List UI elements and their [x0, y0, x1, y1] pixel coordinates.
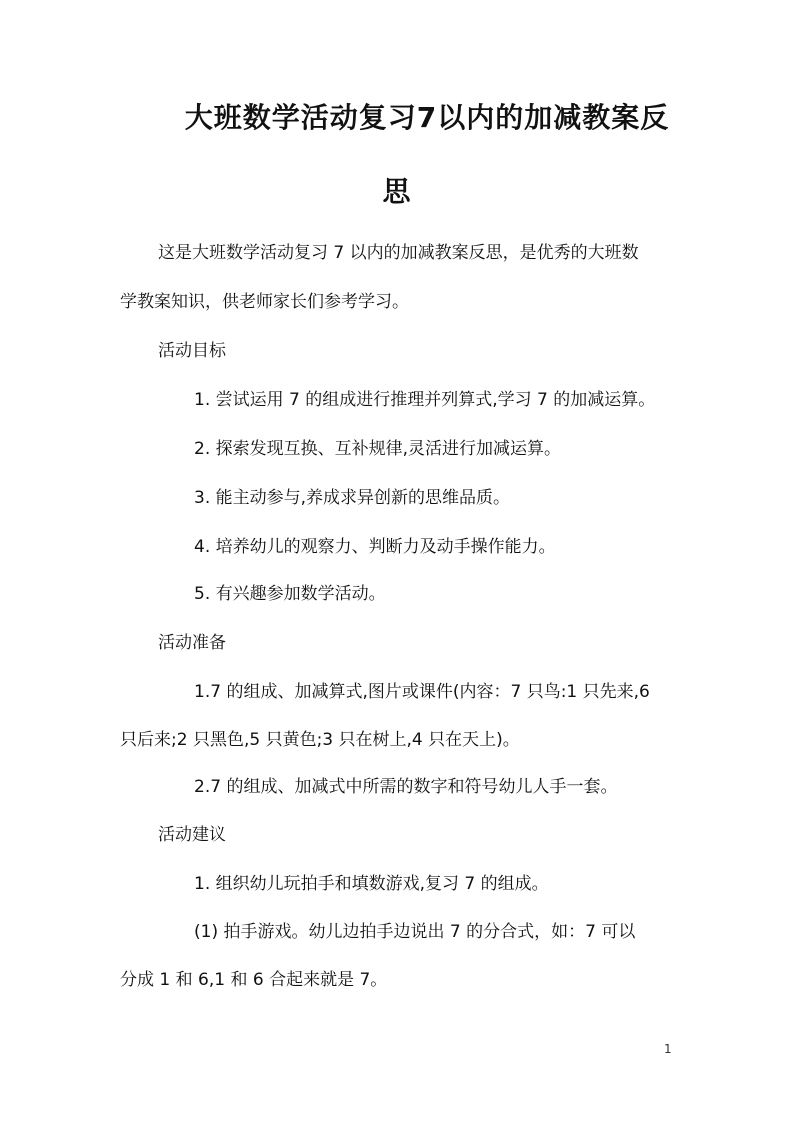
preparation-item-2: 2.7 的组成、加减式中所需的数字和符号幼儿人手一套。 [194, 777, 618, 797]
page-number: 1 [664, 1042, 672, 1056]
suggestion-subitem-1-line-1: (1) 拍手游戏。幼儿边拍手边说出 7 的分合式，如：7 可以 [194, 922, 636, 942]
goal-item-3: 3. 能主动参与,养成求异创新的思维品质。 [194, 488, 511, 508]
section-heading-preparation: 活动准备 [158, 633, 226, 653]
document-title-line-1: 大班数学活动复习7以内的加减教案反 [184, 101, 670, 134]
suggestion-item-1: 1. 组织幼儿玩拍手和填数游戏,复习 7 的组成。 [194, 874, 549, 894]
intro-paragraph-line-1: 这是大班数学活动复习 7 以内的加减教案反思，是优秀的大班数 [158, 243, 639, 263]
goal-item-1: 1. 尝试运用 7 的组成进行推理并列算式,学习 7 的加减运算。 [194, 390, 656, 410]
preparation-item-1-line-2: 只后来;2 只黑色,5 只黄色;3 只在树上,4 只在天上)。 [120, 730, 520, 750]
intro-paragraph-line-2: 学教案知识，供老师家长们参考学习。 [120, 292, 409, 312]
section-heading-goals: 活动目标 [158, 341, 226, 361]
goal-item-5: 5. 有兴趣参加数学活动。 [194, 584, 386, 604]
suggestion-subitem-1-line-2: 分成 1 和 6,1 和 6 合起来就是 7。 [120, 970, 388, 990]
document-title-line-2: 思 [382, 175, 412, 208]
goal-item-2: 2. 探索发现互换、互补规律,灵活进行加减运算。 [194, 439, 562, 459]
goal-item-4: 4. 培养幼儿的观察力、判断力及动手操作能力。 [194, 537, 556, 557]
preparation-item-1-line-1: 1.7 的组成、加减算式,图片或课件(内容：7 只鸟:1 只先来,6 [194, 682, 650, 702]
section-heading-suggestions: 活动建议 [158, 825, 226, 845]
